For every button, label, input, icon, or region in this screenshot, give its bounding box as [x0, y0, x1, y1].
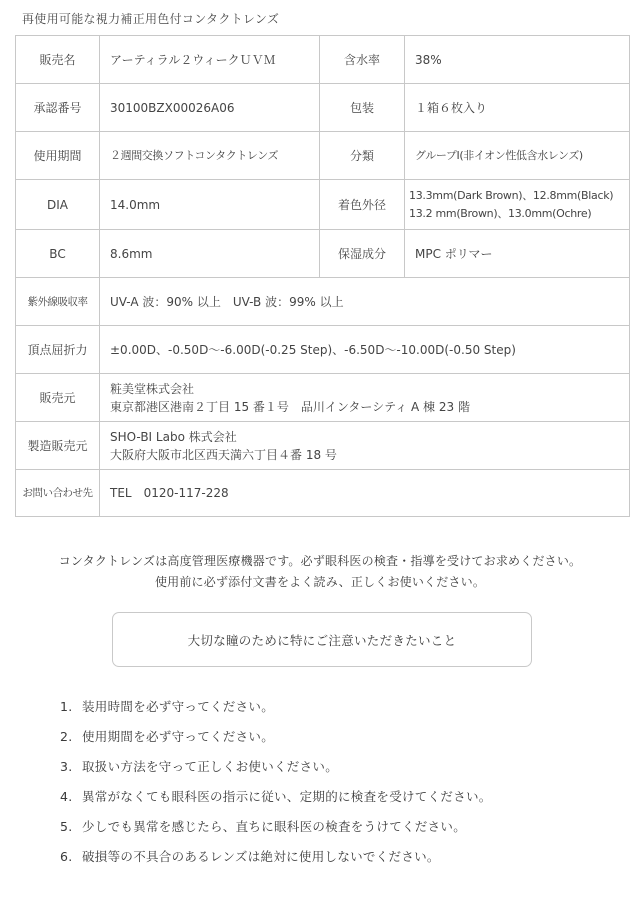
spec-row-approval-number [16, 84, 630, 132]
uv-absorption-label: 紫外線吸収率 [16, 278, 100, 326]
distributor-value [100, 374, 630, 422]
vertex-power-label: 頂点屈折力 [16, 326, 100, 374]
manufacturer-value [100, 422, 630, 470]
caution-number: 2. [60, 729, 73, 744]
moisturizer-value: MPC ポリマー [405, 230, 630, 278]
water-content-label: 含水率 [320, 36, 405, 84]
usage-period-label: 使用期間 [16, 132, 100, 180]
colored-outer-diameter-label: 着色外径 [320, 180, 405, 230]
contact-label: お問い合わせ先 [16, 470, 100, 517]
approval-number-value: 30100BZX00026A06 [100, 84, 320, 132]
bc-value: 8.6mm [100, 230, 320, 278]
caution-number: 5. [60, 819, 73, 834]
spec-row-usage-period [16, 132, 630, 180]
contact-value: TEL 0120-117-228 [100, 470, 630, 517]
spec-row-bc [16, 230, 630, 278]
distributor-label: 販売元 [16, 374, 100, 422]
spec-row-manufacturer [16, 422, 630, 470]
notice-line-2: 使用前に必ず添付文書をよく読み、正しくお使いください。 [154, 575, 486, 589]
caution-text: 使用期間を必ず守ってください。 [82, 729, 275, 744]
colored-outer-diameter-value [405, 180, 630, 230]
caution-number: 3. [60, 759, 73, 774]
notice-line-1: コンタクトレンズは高度管理医療機器です。必ず眼科医の検査・指導を受けてお求めください。 [58, 554, 582, 568]
caution-title-box [112, 612, 532, 667]
caution-number: 1. [60, 699, 73, 714]
product-name-label: 販売名 [16, 36, 100, 84]
spec-row-contact [16, 470, 630, 517]
caution-text: 少しでも異常を感じたら、直ちに眼科医の検査をうけてください。 [82, 819, 467, 834]
caution-item [60, 727, 492, 757]
classification-value: グループⅠ(非イオン性低含水レンズ) [405, 132, 630, 180]
packaging-label: 包装 [320, 84, 405, 132]
uv-absorption-value: UV-A 波：90% 以上 UV-B 波：99% 以上 [100, 278, 630, 326]
caution-text: 取扱い方法を守って正しくお使いください。 [82, 759, 339, 774]
caution-item [60, 847, 492, 877]
colored-outer-diameter-line-2: 13.2 mm(Brown)、13.0mm(Ochre) [409, 206, 592, 220]
manufacturer-address: 大阪府大阪市北区西天満六丁目４番 18 号 [110, 447, 337, 462]
spec-table [15, 35, 630, 517]
spec-row-dia [16, 180, 630, 230]
caution-number: 6. [60, 849, 73, 864]
caution-item [60, 787, 492, 817]
vertex-power-value: ±0.00D、-0.50D〜-6.00D(-0.25 Step)、-6.50D〜-10.00D(-0.50 Step) [100, 326, 630, 374]
dia-label: DIA [16, 180, 100, 230]
usage-period-value: ２週間交換ソフトコンタクトレンズ [100, 132, 320, 180]
manufacturer-name: SHO-BI Labo 株式会社 [110, 429, 237, 444]
moisturizer-label: 保湿成分 [320, 230, 405, 278]
dia-value: 14.0mm [100, 180, 320, 230]
caution-item [60, 817, 492, 847]
caution-item [60, 697, 492, 727]
product-name-value: アーティラル２ウィークＵＶＭ [100, 36, 320, 84]
distributor-name: 粧美堂株式会社 [110, 381, 195, 396]
caution-text: 異常がなくても眼科医の指示に従い、定期的に検査を受けてください。 [82, 789, 492, 804]
manufacturer-label: 製造販売元 [16, 422, 100, 470]
caution-text: 破損等の不具合のあるレンズは絶対に使用しないでください。 [82, 849, 440, 864]
caution-number: 4. [60, 789, 73, 804]
page-heading: 再使用可能な視力補正用色付コンタクトレンズ [22, 12, 280, 26]
bc-label: BC [16, 230, 100, 278]
spec-row-uv-absorption [16, 278, 630, 326]
caution-list [60, 697, 492, 877]
caution-item [60, 757, 492, 787]
spec-row-distributor [16, 374, 630, 422]
spec-row-vertex-power [16, 326, 630, 374]
water-content-value: 38% [405, 36, 630, 84]
caution-title: 大切な瞳のために特にご注意いただきたいこと [187, 632, 457, 648]
packaging-value: １箱６枚入り [405, 84, 630, 132]
distributor-address: 東京都港区港南２丁目 15 番１号 品川インターシティ A 棟 23 階 [110, 399, 470, 414]
spec-row-product-name [16, 36, 630, 84]
classification-label: 分類 [320, 132, 405, 180]
approval-number-label: 承認番号 [16, 84, 100, 132]
caution-text: 装用時間を必ず守ってください。 [82, 699, 275, 714]
colored-outer-diameter-line-1: 13.3mm(Dark Brown)、12.8mm(Black) [409, 188, 614, 202]
